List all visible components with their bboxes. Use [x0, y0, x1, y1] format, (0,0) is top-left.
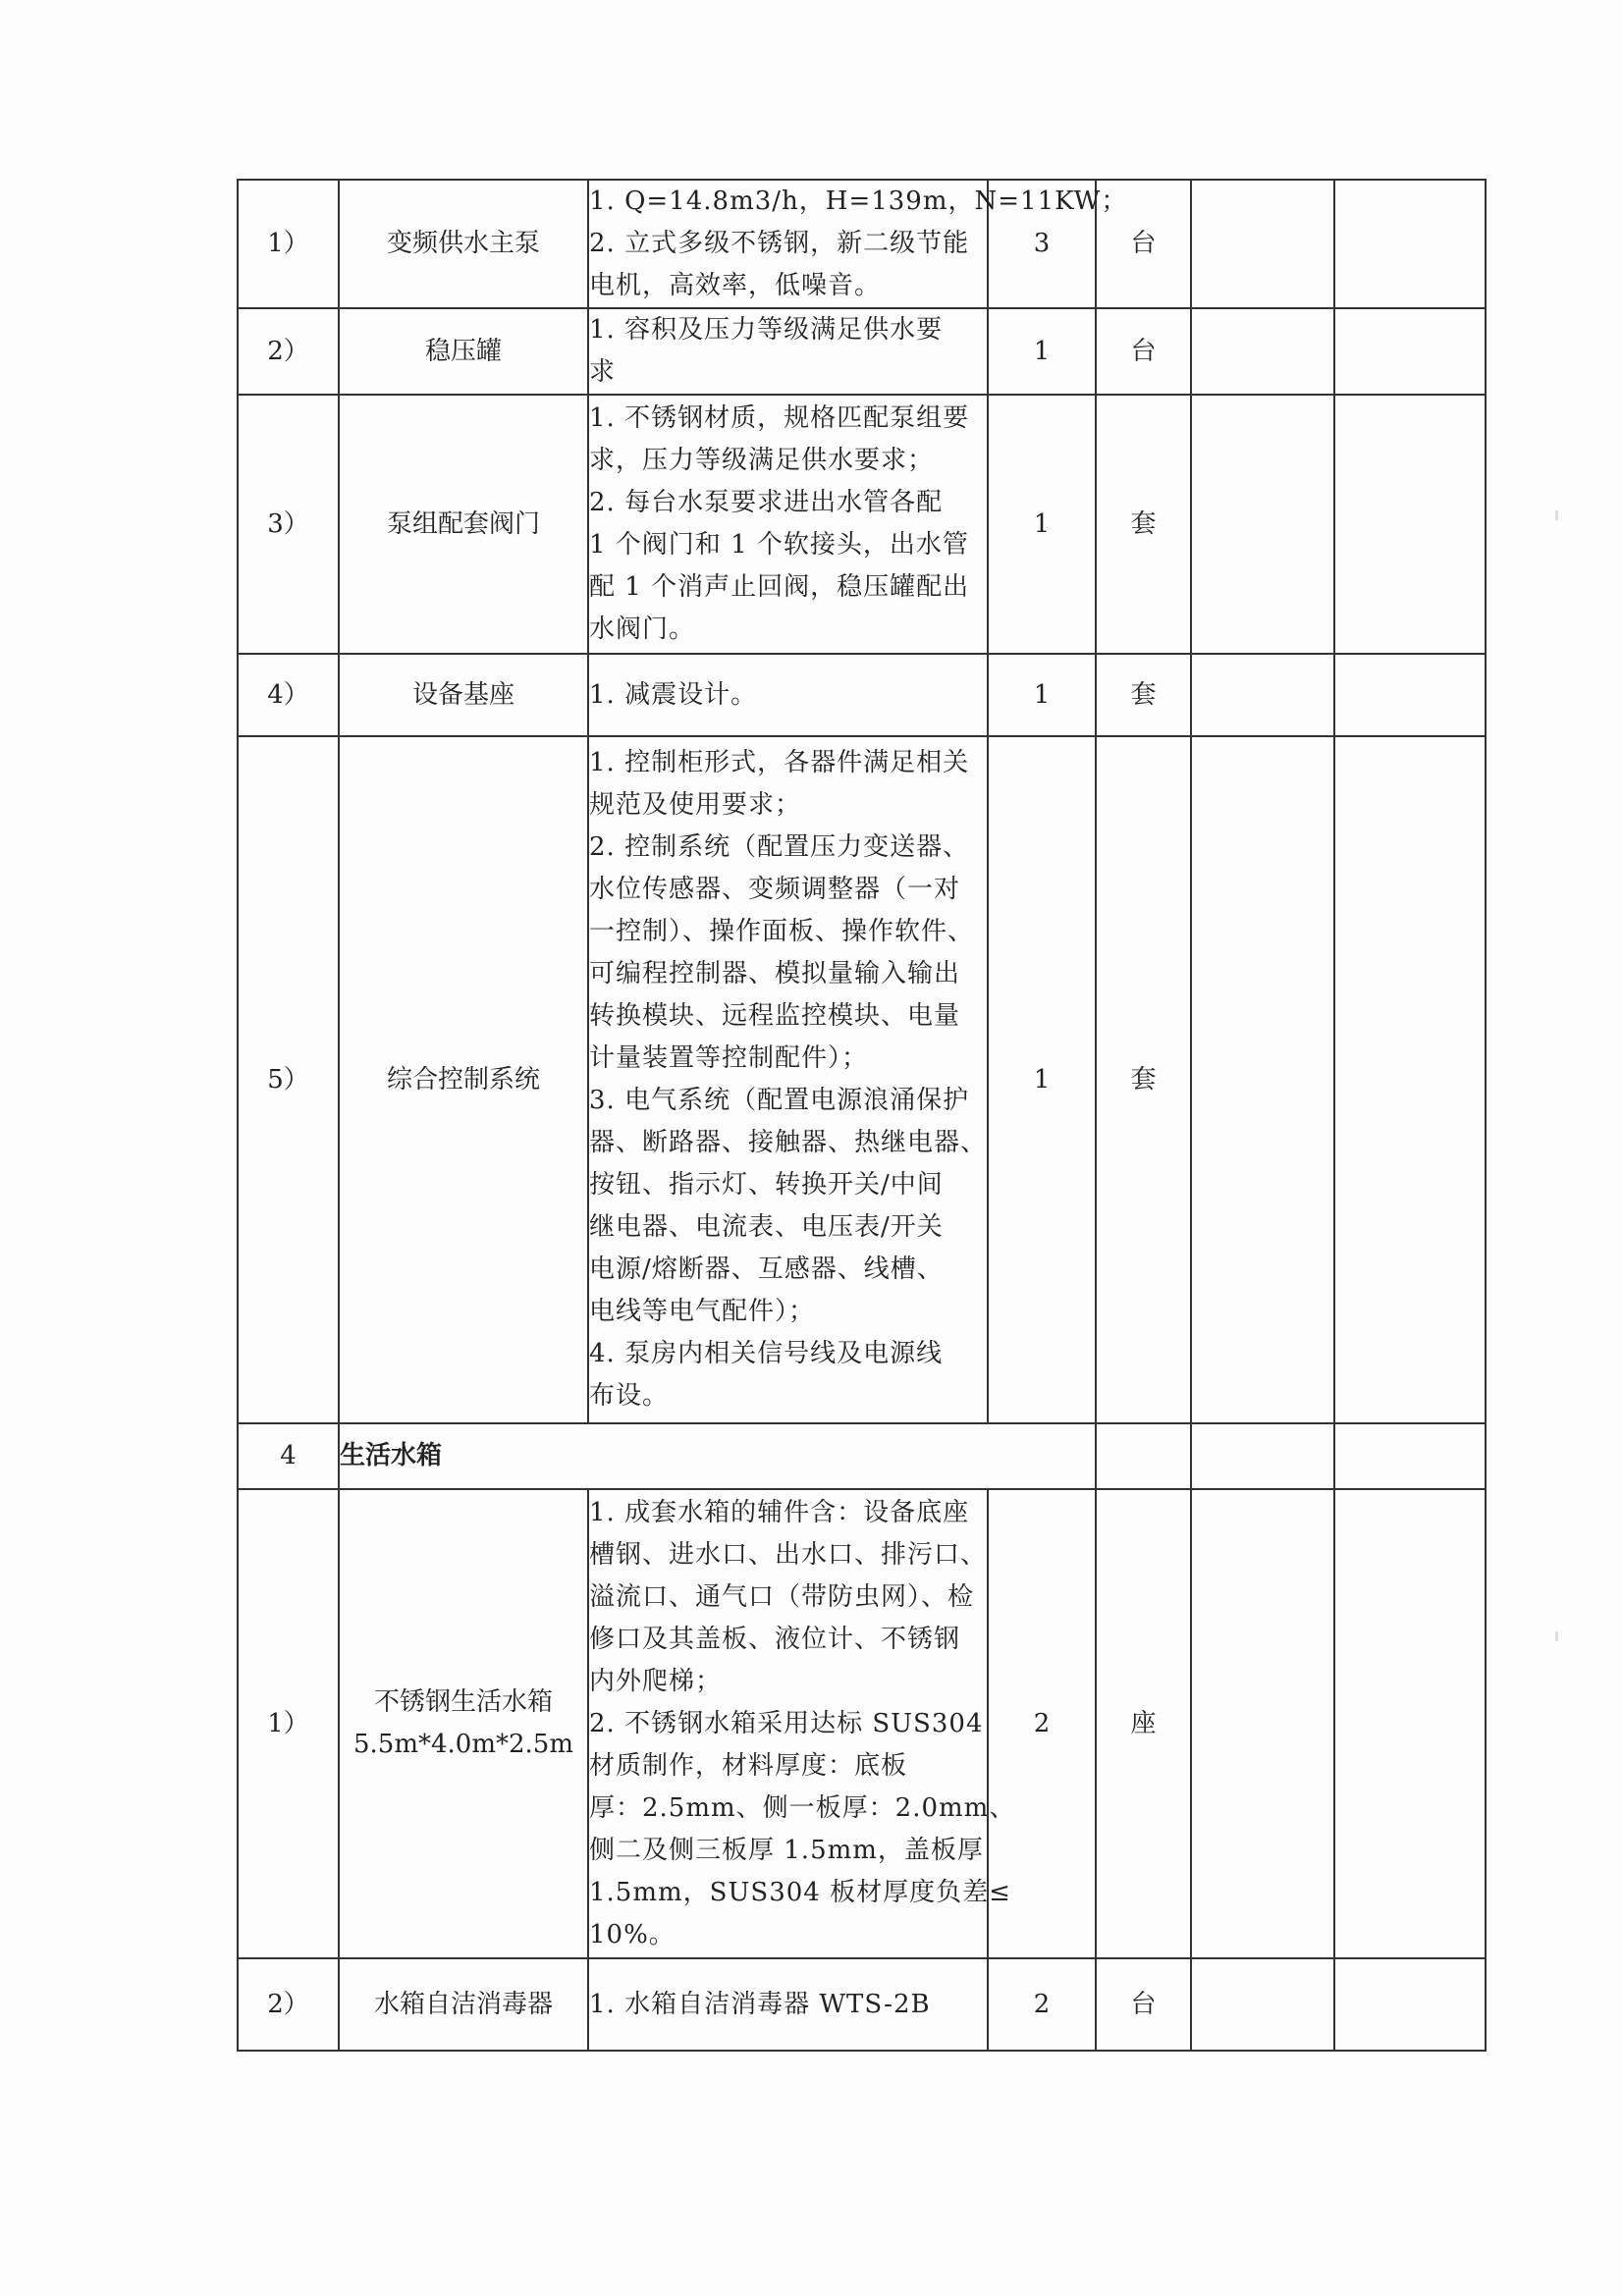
- empty-cell: [1191, 736, 1334, 1423]
- equipment-table: [237, 179, 1487, 2052]
- table-row: [238, 1958, 1486, 2051]
- spec-line: 内外爬梯；: [589, 1666, 723, 1696]
- empty-cell: [1334, 654, 1486, 736]
- empty-cell: [1191, 395, 1334, 654]
- spec-line: 1. 控制柜形式，各器件满足相关: [589, 748, 970, 777]
- empty-cell: [1191, 1958, 1334, 2051]
- spec-line: 电机，高效率，低噪音。: [589, 271, 882, 300]
- item-spec: [588, 1489, 1016, 1958]
- spec-line: 1. 减震设计。: [589, 679, 758, 710]
- section-row: [238, 1423, 1486, 1489]
- spec-line: 水位传感器、变频调整器（一对: [589, 875, 961, 904]
- spec-line: 3. 电气系统（配置电源浪涌保护: [589, 1086, 970, 1115]
- spec-line: 2. 立式多级不锈钢，新二级节能: [589, 229, 970, 258]
- spec-line: 溢流口、通气口（带防虫网）、检: [589, 1581, 975, 1612]
- table-row: [238, 180, 1486, 308]
- spec-line: 转换模块、远程监控模块、电量: [589, 1001, 961, 1031]
- empty-cell: [1334, 1423, 1486, 1489]
- spec-line: 厚：2.5mm、侧一板厚：2.0mm、: [589, 1792, 1016, 1823]
- spec-line: 2. 控制系统（配置压力变送器、: [589, 832, 970, 862]
- spec-line: 电线等电气配件）；: [589, 1297, 816, 1326]
- empty-cell: [1191, 180, 1334, 308]
- item-unit: 台: [1096, 1958, 1191, 2051]
- empty-cell: [1334, 1958, 1486, 2051]
- item-name-line: 设备基座: [411, 679, 514, 710]
- item-name-line: 变频供水主泵: [386, 229, 540, 258]
- spec-line: 布设。: [589, 1381, 670, 1411]
- empty-cell: [1334, 395, 1486, 654]
- item-spec: [588, 308, 988, 395]
- spec-line: 1.5mm，SUS304 板材厚度负差≤: [589, 1877, 1011, 1907]
- item-quantity: 3: [988, 180, 1096, 308]
- item-name-line: 稳压罐: [424, 336, 502, 366]
- spec-line: 计量装置等控制配件）；: [589, 1043, 869, 1073]
- item-name: [339, 1958, 588, 2051]
- empty-cell: [1096, 1423, 1191, 1489]
- item-quantity: 1: [988, 395, 1096, 654]
- spec-line: 1. 成套水箱的辅件含：设备底座: [589, 1497, 970, 1527]
- spec-line: 1. 容积及压力等级满足供水要: [589, 315, 944, 345]
- spec-line: 10%。: [589, 1919, 676, 1949]
- item-name: [339, 180, 588, 308]
- item-name-line: 5.5m*4.0m*2.5m: [352, 1730, 573, 1759]
- item-name-line: 综合控制系统: [386, 1064, 540, 1095]
- table-row: [238, 736, 1486, 1423]
- item-unit: 套: [1096, 654, 1191, 736]
- empty-cell: [1334, 308, 1486, 395]
- item-quantity: 1: [988, 736, 1096, 1423]
- table-row: [238, 654, 1486, 736]
- item-number: 2）: [238, 1958, 339, 2051]
- empty-cell: [1334, 736, 1486, 1423]
- item-spec: [588, 395, 988, 654]
- item-spec: [588, 180, 1128, 308]
- spec-line: 配 1 个消声止回阀，稳压罐配出: [589, 572, 970, 602]
- spec-line: 材质制作，材料厚度：底板: [589, 1750, 908, 1781]
- table-row: [238, 395, 1486, 654]
- empty-cell: [1191, 654, 1334, 736]
- item-spec: [588, 654, 988, 736]
- spec-line: 继电器、电流表、电压表/开关: [589, 1212, 944, 1242]
- spec-line: 求，压力等级满足供水要求；: [589, 446, 935, 475]
- item-spec: [588, 1958, 988, 2051]
- item-quantity: 1: [988, 308, 1096, 395]
- spec-line: 按钮、指示灯、转换开关/中间: [589, 1170, 944, 1200]
- item-unit: 台: [1096, 180, 1191, 308]
- section-title: 生活水箱: [339, 1423, 1096, 1489]
- spec-line: 可编程控制器、模拟量输入输出: [589, 959, 961, 988]
- table-row: [238, 308, 1486, 395]
- item-spec: [588, 736, 988, 1423]
- spec-line: 电源/熔断器、互感器、线槽、: [589, 1255, 944, 1284]
- spec-line: 修口及其盖板、液位计、不锈钢: [589, 1624, 961, 1654]
- item-quantity: 1: [988, 654, 1096, 736]
- spec-line: 1. 水箱自洁消毒器 WTS-2B: [589, 1989, 931, 2019]
- empty-cell: [1191, 1423, 1334, 1489]
- spec-line: 一控制）、操作面板、操作软件、: [589, 917, 975, 946]
- spec-line: 器、断路器、接触器、热继电器、: [589, 1128, 988, 1157]
- item-name-line: 水箱自洁消毒器: [373, 1989, 553, 2019]
- item-unit: 套: [1096, 736, 1191, 1423]
- empty-cell: [1334, 180, 1486, 308]
- item-number: 2）: [238, 308, 339, 395]
- item-name: [339, 654, 588, 736]
- item-name: [339, 736, 588, 1423]
- item-number: 3）: [238, 395, 339, 654]
- spec-line: 4. 泵房内相关信号线及电源线: [589, 1339, 944, 1368]
- scan-mark: [1555, 1631, 1558, 1641]
- spec-line: 求: [589, 357, 617, 387]
- spec-line: 侧二及侧三板厚 1.5mm，盖板厚: [589, 1835, 984, 1865]
- empty-cell: [1191, 1489, 1334, 1958]
- item-quantity: 2: [988, 1958, 1096, 2051]
- spec-line: 1. Q=14.8m3/h，H=139m，N=11KW；: [589, 187, 1128, 216]
- spec-line: 槽钢、进水口、出水口、排污口、: [589, 1539, 988, 1570]
- spec-line: 1. 不锈钢材质，规格匹配泵组要: [589, 403, 970, 433]
- item-name: [339, 1489, 588, 1958]
- item-name-line: 不锈钢生活水箱: [373, 1687, 553, 1717]
- spec-line: 1 个阀门和 1 个软接头，出水管: [589, 530, 969, 560]
- item-number: 4: [238, 1423, 339, 1489]
- table-row: [238, 1489, 1486, 1958]
- item-number: 1）: [238, 1489, 339, 1958]
- spec-line: 水阀门。: [589, 614, 696, 644]
- item-number: 5）: [238, 736, 339, 1423]
- item-unit: 套: [1096, 395, 1191, 654]
- item-unit: 台: [1096, 308, 1191, 395]
- spec-line: 规范及使用要求；: [589, 790, 802, 820]
- item-number: 4）: [238, 654, 339, 736]
- item-number: 1）: [238, 180, 339, 308]
- item-name: [339, 395, 588, 654]
- item-quantity: 2: [988, 1489, 1096, 1958]
- item-name-line: 泵组配套阀门: [386, 508, 540, 539]
- spec-line: 2. 每台水泵要求进出水管各配: [589, 488, 944, 517]
- spec-line: 2. 不锈钢水箱采用达标 SUS304: [589, 1708, 984, 1738]
- scan-mark: [1555, 510, 1558, 520]
- empty-cell: [1334, 1489, 1486, 1958]
- item-name: [339, 308, 588, 395]
- empty-cell: [1191, 308, 1334, 395]
- item-unit: 座: [1096, 1489, 1191, 1958]
